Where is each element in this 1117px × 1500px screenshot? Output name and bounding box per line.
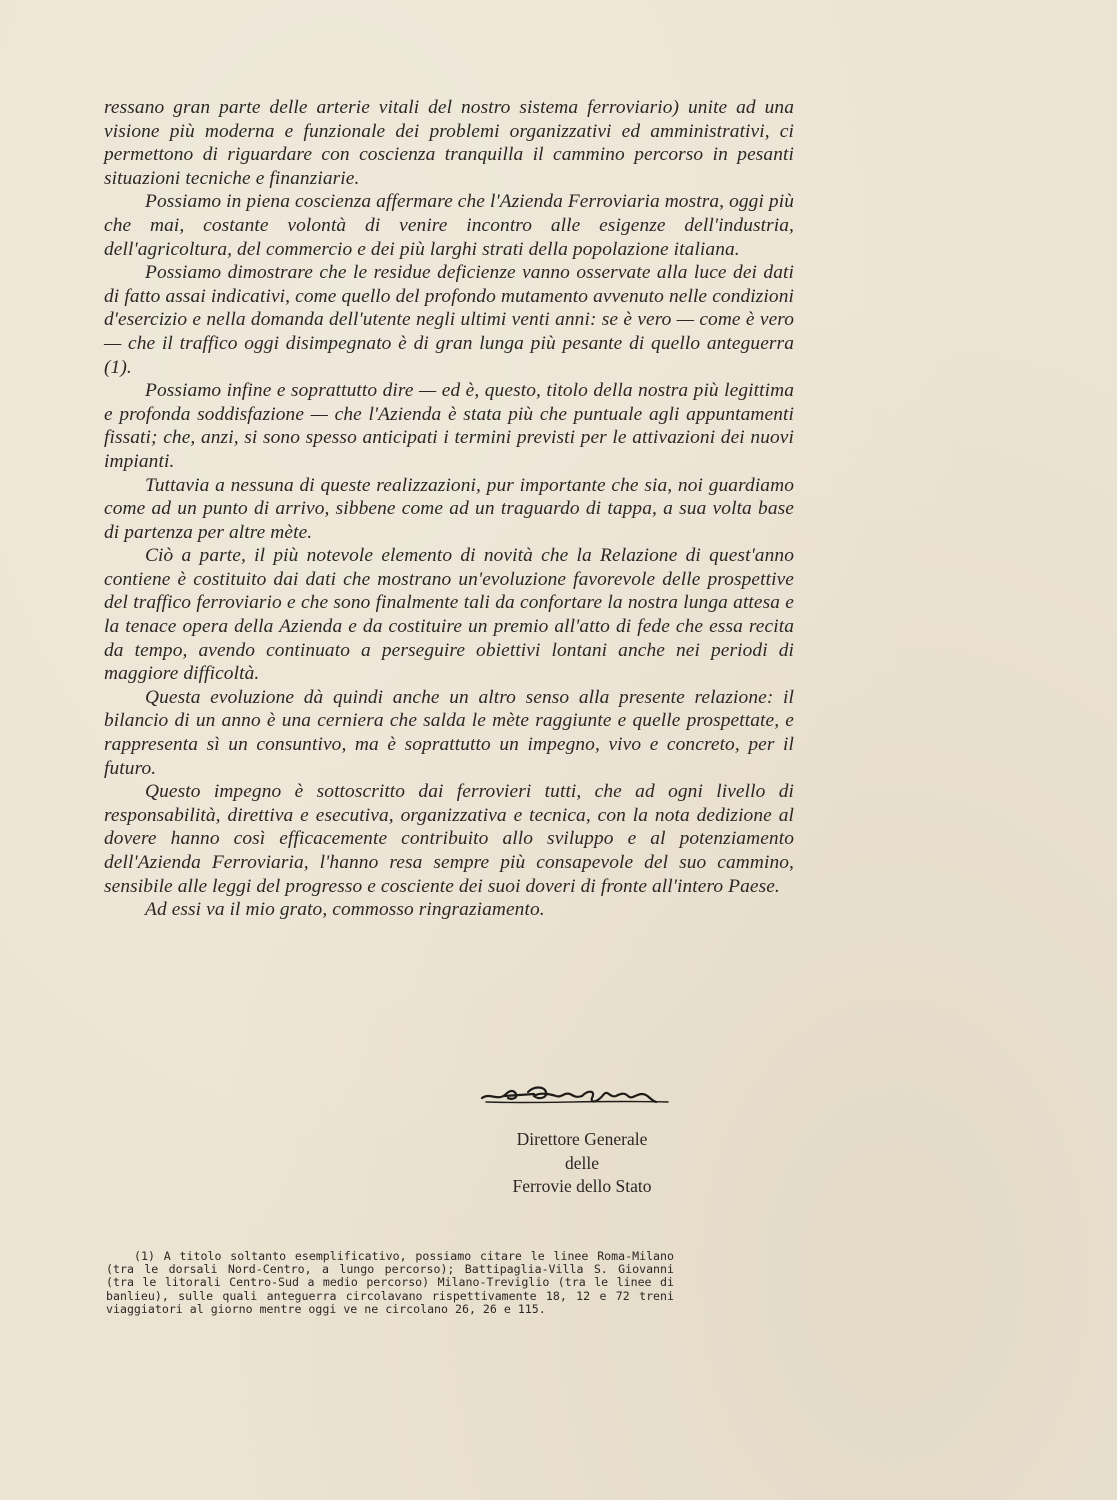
paragraph: Tuttavia a nessuna di queste realizzazioni, pur importante che sia, noi guardiamo come ad un punto di arrivo, sibbene come ad un traguardo di tappa, a sua volta base di partenza per altre mète.	[104, 474, 794, 543]
footnote	[106, 1250, 674, 1316]
paragraph: Possiamo in piena coscienza affermare che l'Azienda Ferroviaria mostra, oggi più che mai, costante volontà di venire incontro alle esigenze dell'industria, dell'agricoltura, del commercio e dei più larghi strati della popolazione italiana.	[104, 191, 794, 260]
paragraph: Possiamo infine e soprattutto dire — ed è, questo, titolo della nostra più legittima e profonda soddisfazione — che l'Azienda è stata più che puntuale agli appuntamenti fissati; che, anzi, si sono spesso anticipati i termini previsti per le attivazioni dei nuovi impianti.	[104, 380, 794, 472]
signature-title	[472, 1128, 692, 1199]
paragraph: ressano gran parte delle arterie vitali del nostro sistema ferroviario) unite ad una visione più moderna e funzionale dei problemi organizzativi ed amministrativi, ci permettono di riguardare con coscienza tranquilla il cammino percorso in pesanti situazioni tecniche e finanziarie.	[104, 97, 794, 189]
body-text	[104, 96, 794, 922]
paragraph: Ciò a parte, il più notevole elemento di novità che la Relazione di quest'anno contiene è costituito dai dati che mostrano un'evoluzione favorevole delle prospettive del traffico ferroviario e che sono finalmente tali da confortare la nostra lunga attesa e la tenace opera della Azienda e da costituire un premio all'atto di fede che essa recita da tempo, avendo continuato a perseguire obiettivi lontani anche nei periodi di maggiore difficoltà.	[104, 545, 794, 685]
paragraph: Questa evoluzione dà quindi anche un altro senso alla presente relazione: il bilancio di un anno è una cerniera che salda le mète raggiunte e quelle prospettate, e rappresenta sì un consuntivo, ma è soprattutto un impegno, vivo e concreto, per il futuro.	[104, 686, 794, 779]
signature-line: Direttore Generale	[516, 1129, 648, 1149]
paragraph: Ad essi va il mio grato, commosso ringraziamento.	[145, 899, 545, 921]
signature-line: delle	[564, 1152, 599, 1173]
signature-line: Ferrovie dello Stato	[512, 1176, 652, 1196]
paragraph: Questo impegno è sottoscritto dai ferrovieri tutti, che ad ogni livello di responsabilità, direttiva e esecutiva, organizzativa e tecnica, con la nota dedizione al dovere hanno così efficacemente contribuito allo sviluppo e al potenziamento dell'Azienda Ferroviaria, l'hanno resa sempre più consapevole del suo cammino, sensibile alle leggi del progresso e cosciente dei suoi doveri di fronte all'intero Paese.	[104, 781, 794, 897]
paragraph: Possiamo dimostrare che le residue deficienze vanno osservate alla luce dei dati di fatto assai indicativi, come quello del profondo mutamento avvenuto nelle condizioni d'esercizio e nella domanda dell'utente negli ultimi venti anni: se è vero — come è vero — che il traffico oggi disimpegnato è di gran lunga più pesante di quello anteguerra (1).	[104, 262, 794, 378]
footnote-text: (1) A titolo soltanto esemplificativo, possiamo citare le linee Roma-Milano (tra le dorsali Nord-Centro, a lungo percorso); Battipaglia-Villa S. Giovanni (tra le litorali Centro-Sud a medio percorso) Milano-Treviglio (tra le linee di banlieu), sulle quali anteguerra circolavano rispettivamente 18, 12 e 72 treni viaggiatori al giorno mentre oggi ve ne circolano 26, 26 e 115.	[106, 1249, 674, 1316]
handwritten-signature	[478, 1078, 678, 1112]
